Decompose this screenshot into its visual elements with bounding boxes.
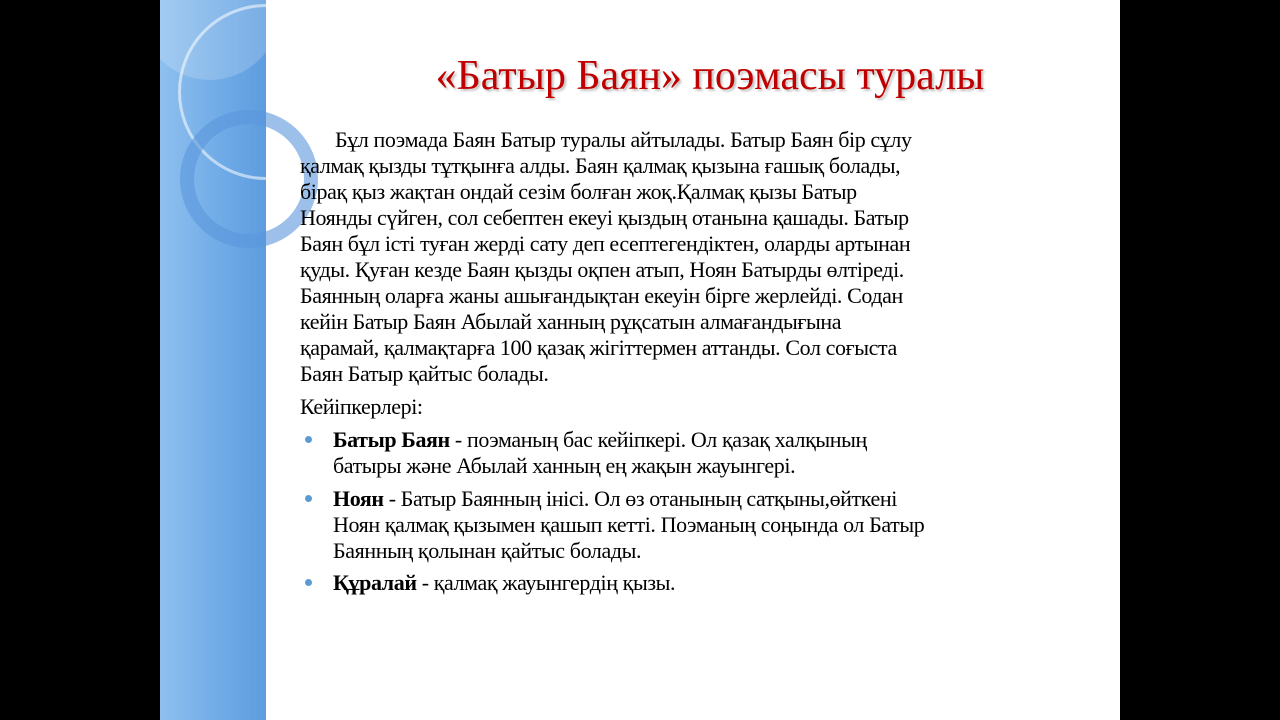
list-item (333, 570, 675, 596)
character-name: Батыр Баян (333, 427, 450, 452)
paragraph-line: қуды. Қуған кезде Баян қызды оқпен атып, Ноян Батырды өлтіреді. (300, 257, 904, 282)
paragraph-line: кейін Батыр Баян Абылай ханның рұқсатын алмағандығына (300, 309, 842, 334)
character-description: Ноян қалмақ қызымен қашып кетті. Поэманың соңында ол Батыр (333, 512, 925, 537)
list-item (333, 486, 897, 512)
paragraph-line: бірақ қыз жақтан ондай сезім болған жоқ.Қалмақ қызы Батыр (300, 179, 857, 204)
paragraph-line: Бұл поэмада Баян Батыр туралы айтылады. Батыр Баян бір сұлу (335, 127, 912, 152)
list-item (333, 427, 867, 453)
slide (160, 0, 1120, 720)
paragraph-line: Баянның оларға жаны ашығандықтан екеуін бірге жерлейді. Содан (300, 283, 903, 308)
character-name: Ноян (333, 486, 384, 511)
character-description: батыры және Абылай ханның ең жақын жауынгері. (333, 453, 796, 478)
character-name: Құралай (333, 570, 417, 595)
paragraph-line: Баян Батыр қайтыс болады. (300, 361, 549, 386)
decorative-ring (180, 110, 318, 248)
character-description: - Батыр Баянның інісі. Ол өз отанының сатқыны,өйткені (383, 486, 897, 511)
character-description: Баянның қолынан қайтыс болады. (333, 538, 642, 563)
characters-heading: Кейіпкерлері: (300, 394, 423, 419)
paragraph-line: қалмақ қызды тұтқынға алды. Баян қалмақ қызына ғашық болады, (300, 153, 901, 178)
paragraph-line: қарамай, қалмақтарға 100 қазақ жігіттермен аттанды. Сол соғыста (300, 335, 897, 360)
bullet-icon (305, 436, 312, 443)
decorative-blue-strip (160, 0, 266, 720)
slide-title: «Батыр Баян» поэмасы туралы (435, 53, 985, 99)
character-description: - қалмақ жауынгердің қызы. (416, 570, 676, 595)
paragraph-line: Баян бұл істі туған жерді сату деп есептегендіктен, оларды артынан (300, 231, 911, 256)
bullet-icon (305, 495, 312, 502)
bullet-icon (305, 579, 312, 586)
paragraph-line: Ноянды сүйген, сол себептен екеуі қыздың отанына қашады. Батыр (300, 205, 909, 230)
character-description: - поэманың бас кейіпкері. Ол қазақ халқының (449, 427, 867, 452)
